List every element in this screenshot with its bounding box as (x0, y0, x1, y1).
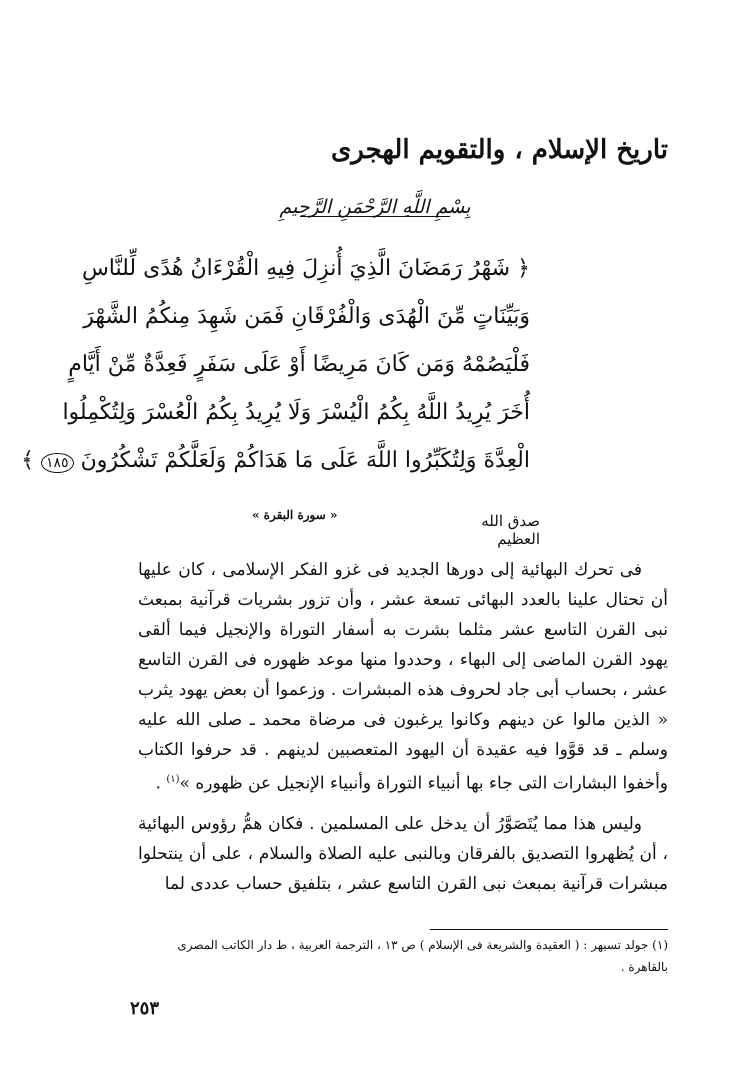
surah-reference: « سورة البقرة » (252, 508, 338, 522)
page-number: ٢٥٣ (130, 998, 160, 1019)
verse-line-text: الْعِدَّةَ وَلِتُكَبِّرُوا اللَّهَ عَلَى مَا هَدَاكُمْ وَلَعَلَّكُمْ تَشْكُرُونَ (80, 448, 530, 473)
footnote-rule (430, 929, 668, 930)
footnote: (١) جولد تسيهر : ( العقيدة والشريعة فى الإسلام ) ص ١٣ ، الترجمة العربية ، ط دار الكاتب المصرى بالقاهرة . (177, 938, 668, 974)
verse-line: ﴿ شَهْرُ رَمَضَانَ الَّذِيَ أُنزِلَ فِيهِ الْقُرْءَانُ هُدًى لِّلنَّاسِ (81, 256, 530, 281)
verse-line-last (21, 437, 530, 485)
chapter-title: تاريخ الإسلام ، والتقويم الهجرى (330, 135, 668, 165)
quran-verse (21, 245, 530, 485)
basmala-rule (300, 216, 450, 217)
paragraph-end: . (155, 773, 167, 794)
sadaq-allah: صدق الله العظيم (481, 512, 540, 548)
verse-line: أُخَرَ يُرِيدُ اللَّهُ بِكُمُ الْيُسْرَ وَلَا يُرِيدُ بِكُمُ الْعُسْرَ وَلِتُكْمِلُوا (62, 400, 530, 425)
paragraph-text: فى تحرك البهائية إلى دورها الجديد فى غزو الفكر الإسلامى ، كان عليها أن تحتال علينا بالعدد البهائى تسعة عشر ، وأن تزور بشريات قرآنية بمبعث نبى القرن التاسع عشر مثلما بشرت به أسفار التوراة والإنجيل فيما ألقى يهود القرن الماضى إلى البهاء ، وحددوا منها موعد ظهوره فى القرن التاسع عشر ، بحساب أبى جاد لحروف هذه المبشرات . وزعموا أن بعض يهود يثرب « الذين مالوا عن دينهم وكانوا يرغبون فى مرضاة محمد ـ صلى الله عليه وسلم ـ قد قوَّوا فيه عقيدة أن اليهود المتعصبين لدينهم . قد حرفوا الكتاب وأخفوا البشارات التى جاء بها أنبياء التوراة وأنبياء الإنجيل عن ظهوره » (138, 560, 668, 794)
verse-number: ١٨٥ (41, 453, 74, 473)
paragraph: وليس هذا مما يُتَصَوَّرُ أن يدخل على المسلمين . فكان همُّ رؤوس البهائية ، أن يُظهروا التصديق بالفرقان وبالنبى عليه الصلاة والسلام ، على أن ينتحلوا مبشرات قرآنية بمبعث نبى القرن التاسع عشر ، بتلفيق حساب عددى لما (138, 813, 668, 894)
body-text (138, 555, 668, 899)
paragraph (138, 555, 668, 799)
footnote-marker: (١) (166, 774, 180, 785)
verse-line: وَبَيِّنَاتٍ مِّنَ الْهُدَى وَالْفُرْقَانِ فَمَن شَهِدَ مِنكُمُ الشَّهْرَ (83, 304, 530, 329)
verse-closing-bracket: ﴾ (21, 448, 35, 473)
basmala: بِسْمِ اللَّهِ الرَّحْمَنِ الرَّحِيمِ (279, 196, 471, 218)
verse-line: فَلْيَصُمْهُ وَمَن كَانَ مَرِيضًا أَوْ عَلَى سَفَرٍ فَعِدَّةٌ مِّنْ أَيَّامٍ (68, 352, 530, 377)
